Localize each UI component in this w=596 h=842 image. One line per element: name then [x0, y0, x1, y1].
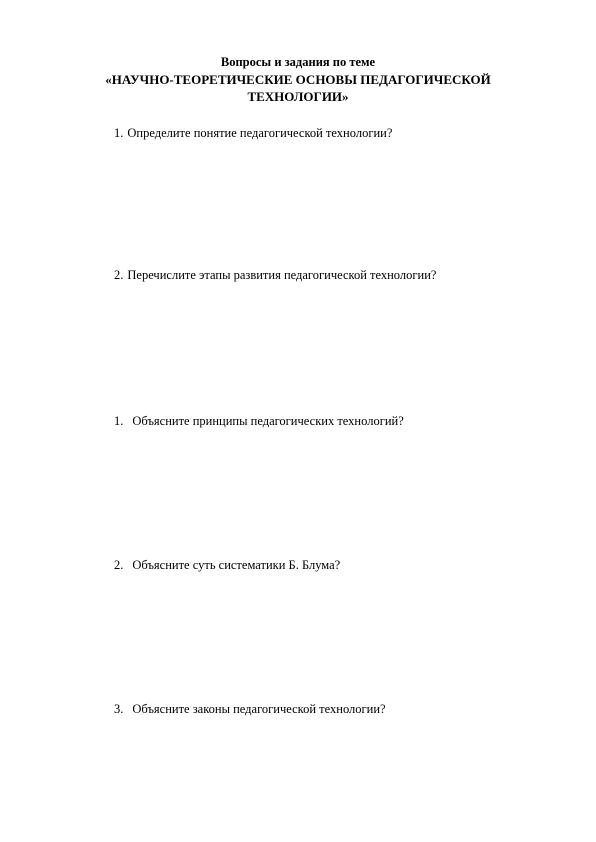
question-number: 1.	[114, 126, 124, 140]
title-line-3: ТЕХНОЛОГИИ»	[247, 89, 349, 104]
question-number: 3.	[114, 702, 124, 716]
question-5	[114, 701, 386, 717]
question-text: Объясните законы педагогической технологии?	[132, 702, 386, 716]
question-text: Перечислите этапы развития педагогической технологии?	[127, 268, 437, 282]
title-line-2: «НАУЧНО-ТЕОРЕТИЧЕСКИЕ ОСНОВЫ ПЕДАГОГИЧЕСКОЙ	[105, 72, 491, 87]
question-text: Объясните суть систематики Б. Блума?	[132, 558, 341, 572]
question-1	[114, 125, 392, 141]
question-4	[114, 557, 340, 573]
title-line-1: Вопросы и задания по теме	[220, 55, 376, 69]
question-2	[114, 267, 436, 283]
question-number: 2.	[114, 558, 124, 572]
question-text: Определите понятие педагогической технологии?	[127, 126, 393, 140]
question-number: 2.	[114, 268, 124, 282]
document-title	[0, 54, 596, 105]
question-text: Объясните принципы педагогических технологий?	[132, 414, 404, 428]
question-3	[114, 413, 404, 429]
question-number: 1.	[114, 414, 124, 428]
